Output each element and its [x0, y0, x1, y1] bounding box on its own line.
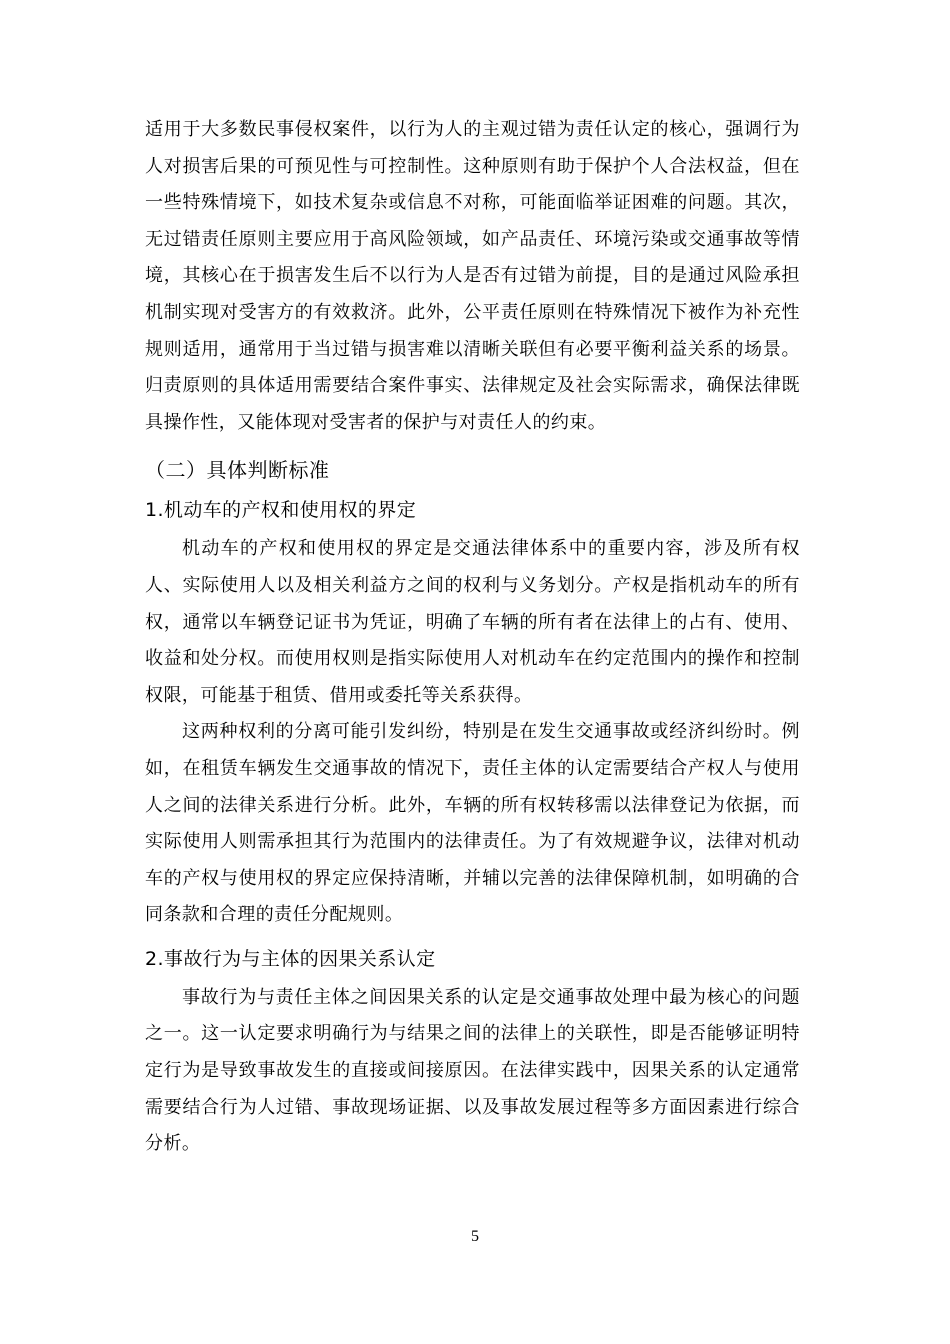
body-paragraph: 事故行为与责任主体之间因果关系的认定是交通事故处理中最为核心的问题之一。这一认定要求明确行为与结果之间的法律上的关联性，即是否能够证明特定行为是导致事故发生的直接或间接原因。在法律实践中，因果关系的认定通常需要结合行为人过错、事故现场证据、以及事故发展过程等多方面因素进行综合分析。 [145, 986, 800, 1155]
body-paragraph: 这两种权利的分离可能引发纠纷，特别是在发生交通事故或经济纠纷时。例如，在租赁车辆发生交通事故的情况下，责任主体的认定需要结合产权人与使用人之间的法律关系进行分析。此外，车辆的所有权转移需以法律登记为依据，而实际使用人则需承担其行为范围内的法律责任。为了有效规避争议，法律对机动车的产权与使用权的界定应保持清晰，并辅以完善的法律保障机制，如明确的合同条款和合理的责任分配规则。 [145, 721, 800, 926]
section-heading: （二）具体判断标准 [145, 458, 330, 483]
subsection-heading-1: 1.机动车的产权和使用权的界定 [145, 499, 417, 522]
page-content [145, 112, 800, 1163]
body-paragraph-continued: 适用于大多数民事侵权案件，以行为人的主观过错为责任认定的核心，强调行为人对损害后果的可预见性与可控制性。这种原则有助于保护个人合法权益，但在一些特殊情境下，如技术复杂或信息不对称，可能面临举证困难的问题。其次，无过错责任原则主要应用于高风险领域，如产品责任、环境污染或交通事故等情境，其核心在于损害发生后不以行为人是否有过错为前提，目的是通过风险承担机制实现对受害方的有效救济。此外，公平责任原则在特殊情况下被作为补充性规则适用，通常用于当过错与损害难以清晰关联但有必要平衡利益关系的场景。归责原则的具体适用需要结合案件事实、法律规定及社会实际需求，确保法律既具操作性，又能体现对受害者的保护与对责任人的约束。 [145, 119, 800, 433]
body-paragraph: 机动车的产权和使用权的界定是交通法律体系中的重要内容，涉及所有权人、实际使用人以及相关利益方之间的权利与义务划分。产权是指机动车的所有权，通常以车辆登记证书为凭证，明确了车辆的所有者在法律上的占有、使用、收益和处分权。而使用权则是指实际使用人对机动车在约定范围内的操作和控制权限，可能基于租赁、借用或委托等关系获得。 [145, 538, 800, 706]
subsection-heading-2: 2.事故行为与主体的因果关系认定 [145, 947, 436, 970]
page-number: 5 [471, 1228, 479, 1245]
